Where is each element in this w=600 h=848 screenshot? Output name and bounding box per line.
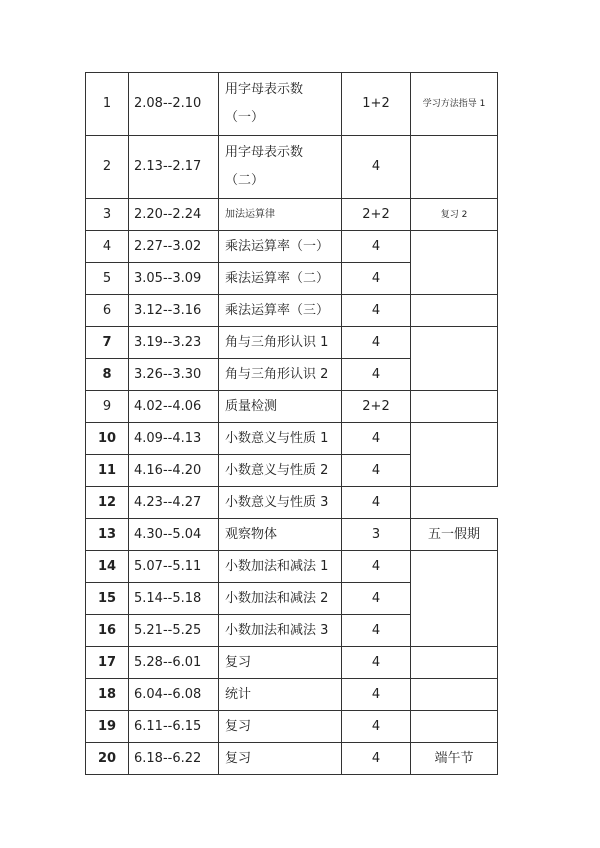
week-number: 5 [86, 263, 129, 295]
date-range: 4.02--4.06 [129, 391, 219, 423]
table-row [86, 136, 498, 199]
date-range: 4.09--4.13 [129, 423, 219, 455]
note: 复习 2 [411, 199, 498, 231]
note: 学习方法指导 1 [411, 73, 498, 136]
table-row [86, 519, 498, 551]
hours: 3 [342, 519, 411, 551]
hours: 4 [342, 583, 411, 615]
table-row [86, 73, 498, 136]
topic-line-1: 用字母表示数 [225, 82, 304, 97]
date-range: 2.13--2.17 [129, 136, 219, 199]
schedule-table [85, 72, 498, 775]
note [411, 295, 498, 327]
note [411, 551, 498, 647]
topic: 观察物体 [219, 519, 342, 551]
date-range: 4.23--4.27 [129, 487, 219, 519]
week-number: 13 [86, 519, 129, 551]
hours: 2+2 [342, 199, 411, 231]
table-row [86, 327, 498, 359]
date-range: 4.30--5.04 [129, 519, 219, 551]
week-number: 3 [86, 199, 129, 231]
week-number: 17 [86, 647, 129, 679]
topic: 复习 [219, 711, 342, 743]
date-range: 3.05--3.09 [129, 263, 219, 295]
week-number: 18 [86, 679, 129, 711]
table-row [86, 711, 498, 743]
hours: 4 [342, 551, 411, 583]
note [411, 136, 498, 199]
date-range: 3.12--3.16 [129, 295, 219, 327]
week-number: 16 [86, 615, 129, 647]
date-range: 2.20--2.24 [129, 199, 219, 231]
note [411, 679, 498, 711]
hours: 2+2 [342, 391, 411, 423]
schedule-body [86, 73, 498, 775]
topic-line-2: （二） [225, 173, 265, 188]
date-range: 3.19--3.23 [129, 327, 219, 359]
topic: 乘法运算率（一） [219, 231, 342, 263]
topic [219, 136, 342, 199]
week-number: 2 [86, 136, 129, 199]
note [411, 231, 498, 295]
date-range: 6.18--6.22 [129, 743, 219, 775]
table-row [86, 647, 498, 679]
topic: 角与三角形认识 2 [219, 359, 342, 391]
week-number: 12 [86, 487, 129, 519]
hours: 4 [342, 295, 411, 327]
table-row [86, 743, 498, 775]
topic-line-2: （一） [225, 110, 265, 125]
hours: 1+2 [342, 73, 411, 136]
note [411, 423, 498, 487]
hours: 4 [342, 231, 411, 263]
date-range: 5.28--6.01 [129, 647, 219, 679]
topic: 小数加法和减法 3 [219, 615, 342, 647]
hours: 4 [342, 711, 411, 743]
week-number: 10 [86, 423, 129, 455]
note [411, 391, 498, 423]
hours: 4 [342, 359, 411, 391]
table-row [86, 487, 498, 519]
hours: 4 [342, 423, 411, 455]
table-row [86, 391, 498, 423]
hours: 4 [342, 647, 411, 679]
date-range: 4.16--4.20 [129, 455, 219, 487]
topic: 小数意义与性质 2 [219, 455, 342, 487]
hours: 4 [342, 615, 411, 647]
date-range: 6.04--6.08 [129, 679, 219, 711]
topic: 小数意义与性质 3 [219, 487, 342, 519]
table-row [86, 199, 498, 231]
table-row [86, 295, 498, 327]
week-number: 9 [86, 391, 129, 423]
topic: 小数加法和减法 1 [219, 551, 342, 583]
week-number: 7 [86, 327, 129, 359]
table-row [86, 551, 498, 583]
note: 五一假期 [411, 519, 498, 551]
week-number: 6 [86, 295, 129, 327]
date-range: 2.08--2.10 [129, 73, 219, 136]
hours: 4 [342, 679, 411, 711]
week-number: 20 [86, 743, 129, 775]
note [411, 327, 498, 391]
date-range: 6.11--6.15 [129, 711, 219, 743]
table-row [86, 231, 498, 263]
hours: 4 [342, 743, 411, 775]
topic: 小数意义与性质 1 [219, 423, 342, 455]
table-row [86, 679, 498, 711]
topic: 乘法运算率（三） [219, 295, 342, 327]
week-number: 8 [86, 359, 129, 391]
hours: 4 [342, 263, 411, 295]
note [411, 647, 498, 679]
topic: 角与三角形认识 1 [219, 327, 342, 359]
topic: 小数加法和减法 2 [219, 583, 342, 615]
date-range: 5.21--5.25 [129, 615, 219, 647]
week-number: 14 [86, 551, 129, 583]
hours: 4 [342, 327, 411, 359]
week-number: 19 [86, 711, 129, 743]
hours: 4 [342, 136, 411, 199]
table-row [86, 423, 498, 455]
topic [219, 73, 342, 136]
date-range: 2.27--3.02 [129, 231, 219, 263]
date-range: 5.07--5.11 [129, 551, 219, 583]
week-number: 15 [86, 583, 129, 615]
note [411, 711, 498, 743]
topic: 质量检测 [219, 391, 342, 423]
topic: 统计 [219, 679, 342, 711]
topic: 复习 [219, 743, 342, 775]
topic: 乘法运算率（二） [219, 263, 342, 295]
week-number: 1 [86, 73, 129, 136]
topic: 加法运算律 [219, 199, 342, 231]
hours: 4 [342, 455, 411, 487]
hours: 4 [342, 487, 411, 519]
topic: 复习 [219, 647, 342, 679]
note: 端午节 [411, 743, 498, 775]
week-number: 11 [86, 455, 129, 487]
date-range: 3.26--3.30 [129, 359, 219, 391]
topic-line-1: 用字母表示数 [225, 145, 304, 160]
date-range: 5.14--5.18 [129, 583, 219, 615]
week-number: 4 [86, 231, 129, 263]
